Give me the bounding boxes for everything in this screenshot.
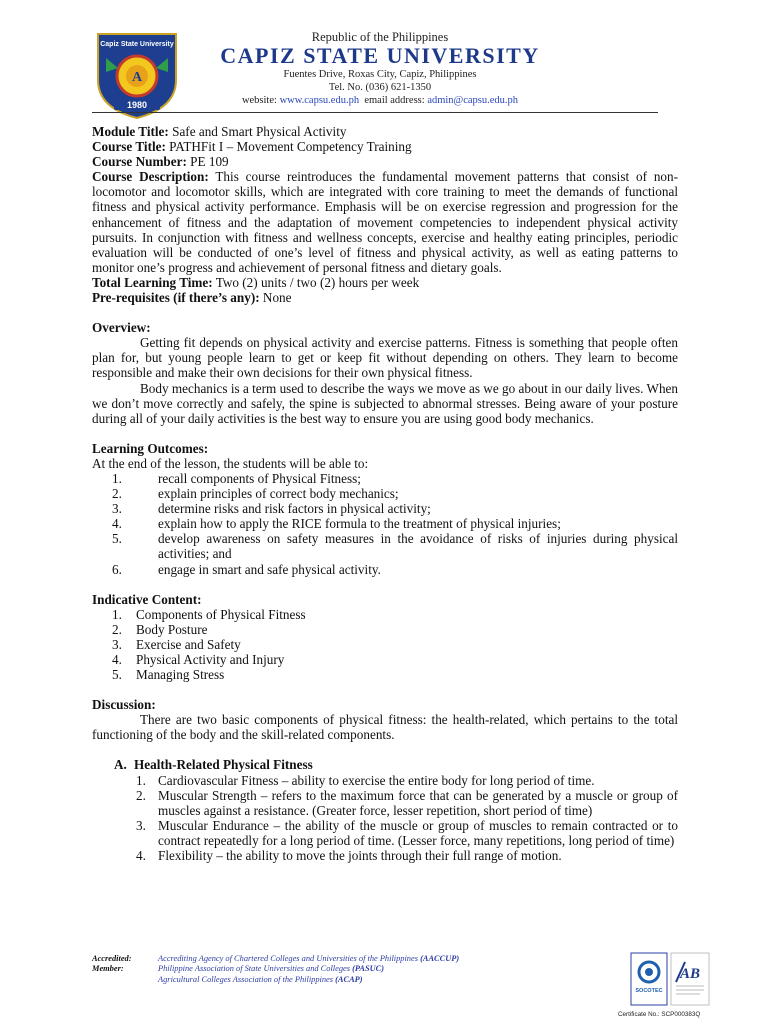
accredited-row: Accredited: Accrediting Agency of Chartered Colleges and Universities of the Philippines (AACCUP)	[92, 954, 460, 963]
prerequisites-line: Pre-requisites (if there’s any): None	[92, 290, 292, 306]
learning-time: Two (2) units / two (2) hours per week	[215, 274, 420, 290]
list-item: 2. Muscular Strength – refers to the maximum force that can be generated by a muscle or group of muscles against a resistance. (Greater force, lesser repetition, short period of time)	[136, 787, 678, 818]
contact-line	[190, 94, 570, 108]
list-item: 5. develop awareness on safety measures in the avoidance of risks of injuries during physical activities; and	[112, 531, 678, 562]
cert-text: SOCOTEC	[635, 988, 663, 994]
course-number-line: Course Number: PE 109	[92, 154, 229, 170]
list-item: 3. determine risks and risk factors in physical activity;	[112, 501, 431, 517]
university-address: Fuentes Drive, Roxas City, Capiz, Philippines	[283, 69, 477, 80]
indicative-content-heading: Indicative Content:	[92, 591, 202, 607]
logo-text: Capiz State University	[100, 41, 174, 48]
overview-heading: Overview:	[92, 320, 151, 336]
email-link[interactable]: admin@capsu.edu.ph	[427, 95, 519, 106]
header-divider	[92, 112, 658, 113]
learning-outcomes-heading: Learning Outcomes:	[92, 440, 209, 456]
list-item: 4. Flexibility – the ability to move the joints through their full range of motion.	[136, 848, 562, 864]
list-item: 4. explain how to apply the RICE formula to the treatment of physical injuries;	[112, 516, 561, 532]
learning-outcomes-intro: At the end of the lesson, the students will be able to:	[92, 455, 369, 471]
certificate-number: Certificate No.: SCP000383Q	[618, 1011, 701, 1018]
overview-paragraph: Getting fit depends on physical activity and exercise patterns. Fitness is something that people often plan for, but young people learn to get or keep fit without depending on others. They learn to become responsible and make their own decisions for their own physical fitness.	[92, 335, 678, 381]
email-label: email address:	[364, 95, 425, 106]
list-item: 1. Cardiovascular Fitness – ability to exercise the entire body for long period of time.	[136, 772, 595, 788]
course-number: PE 109	[190, 154, 229, 170]
website-label: website:	[241, 95, 277, 106]
list-item: 6. engage in smart and safe physical activity.	[112, 561, 381, 577]
certification-logos	[630, 952, 710, 1010]
list-item: 5. Managing Stress	[112, 667, 225, 683]
module-body	[92, 124, 678, 863]
course-description: Course Description: This course reintroduces the fundamental movement patterns that consist of non-locomotor and locomotor skills, which are integrated with core training to meet the demands of functional fitness and physical activity performance. Emphasis will be on exercise regression and progression for the enhancement of fitness and the adaptation of movement competencies to independent physical activity pursuits. In conjunction with fitness and wellness concepts, exercise and healthy eating principles, periodic evaluation will be conducted of one’s level of fitness and physical activity, as well as eating patterns to monitor one’s progress and achievement of personal fitness and dietary goals.	[92, 169, 678, 275]
section-heading: A. Health-Related Physical Fitness	[114, 757, 313, 773]
republic-line: Republic of the Philippines	[311, 30, 449, 44]
svg-text:AB: AB	[679, 966, 701, 982]
letterhead	[190, 30, 570, 108]
learning-outcomes-list	[92, 471, 678, 577]
logo-year: 1980	[126, 100, 148, 110]
member-row: Member: Philippine Association of State Universities and Colleges (PASUC)	[92, 964, 385, 974]
list-item: 1. Components of Physical Fitness	[112, 606, 306, 622]
module-title-line: Module Title: Safe and Smart Physical Activity	[92, 124, 347, 139]
member-row: Agricultural Colleges Association of the Philippines (ACAP)	[158, 974, 363, 984]
course-title: PATHFit I – Movement Competency Training	[169, 139, 412, 155]
list-item: 2. Body Posture	[112, 621, 208, 637]
list-item: 2. explain principles of correct body mechanics;	[112, 486, 399, 502]
discussion-paragraph: There are two basic components of physical fitness: the health-related, which pertains to the total functioning of the body and the skill-related components.	[92, 712, 678, 743]
list-item: 4. Physical Activity and Injury	[112, 652, 285, 667]
learning-time-line: Total Learning Time: Two (2) units / two (2) hours per week	[92, 274, 420, 290]
university-logo	[92, 28, 182, 120]
indicative-content-list	[92, 607, 678, 682]
svg-text:A: A	[131, 70, 143, 85]
website-link[interactable]: www.capsu.edu.ph	[279, 95, 360, 106]
list-item: 3. Muscular Endurance – the ability of the muscle or group of muscles to remain contracted or to contract repeatedly for a long period of time. (Lesser force, many repetitions, long period of time)	[136, 817, 678, 848]
prerequisites: None	[262, 290, 292, 306]
list-item: 3. Exercise and Safety	[112, 636, 241, 652]
overview-paragraph: Body mechanics is a term used to describe the ways we move as we go about in our daily lives. When we don’t move correctly and safely, the spine is subjected to abnormal stresses. Being aware of your posture during all of your daily activities is the best way to ensure you are using good body mechanics.	[92, 380, 678, 426]
health-related-list	[92, 773, 678, 864]
accreditation-footer	[92, 954, 552, 985]
list-item: 1. recall components of Physical Fitness;	[112, 470, 361, 486]
university-phone: Tel. No. (036) 621-1350	[328, 82, 432, 93]
module-title: Safe and Smart Physical Activity	[172, 124, 347, 139]
discussion-heading: Discussion:	[92, 697, 156, 713]
course-title-line: Course Title: PATHFit I – Movement Competency Training	[92, 139, 412, 155]
university-name: CAPIZ STATE UNIVERSITY	[220, 43, 540, 68]
